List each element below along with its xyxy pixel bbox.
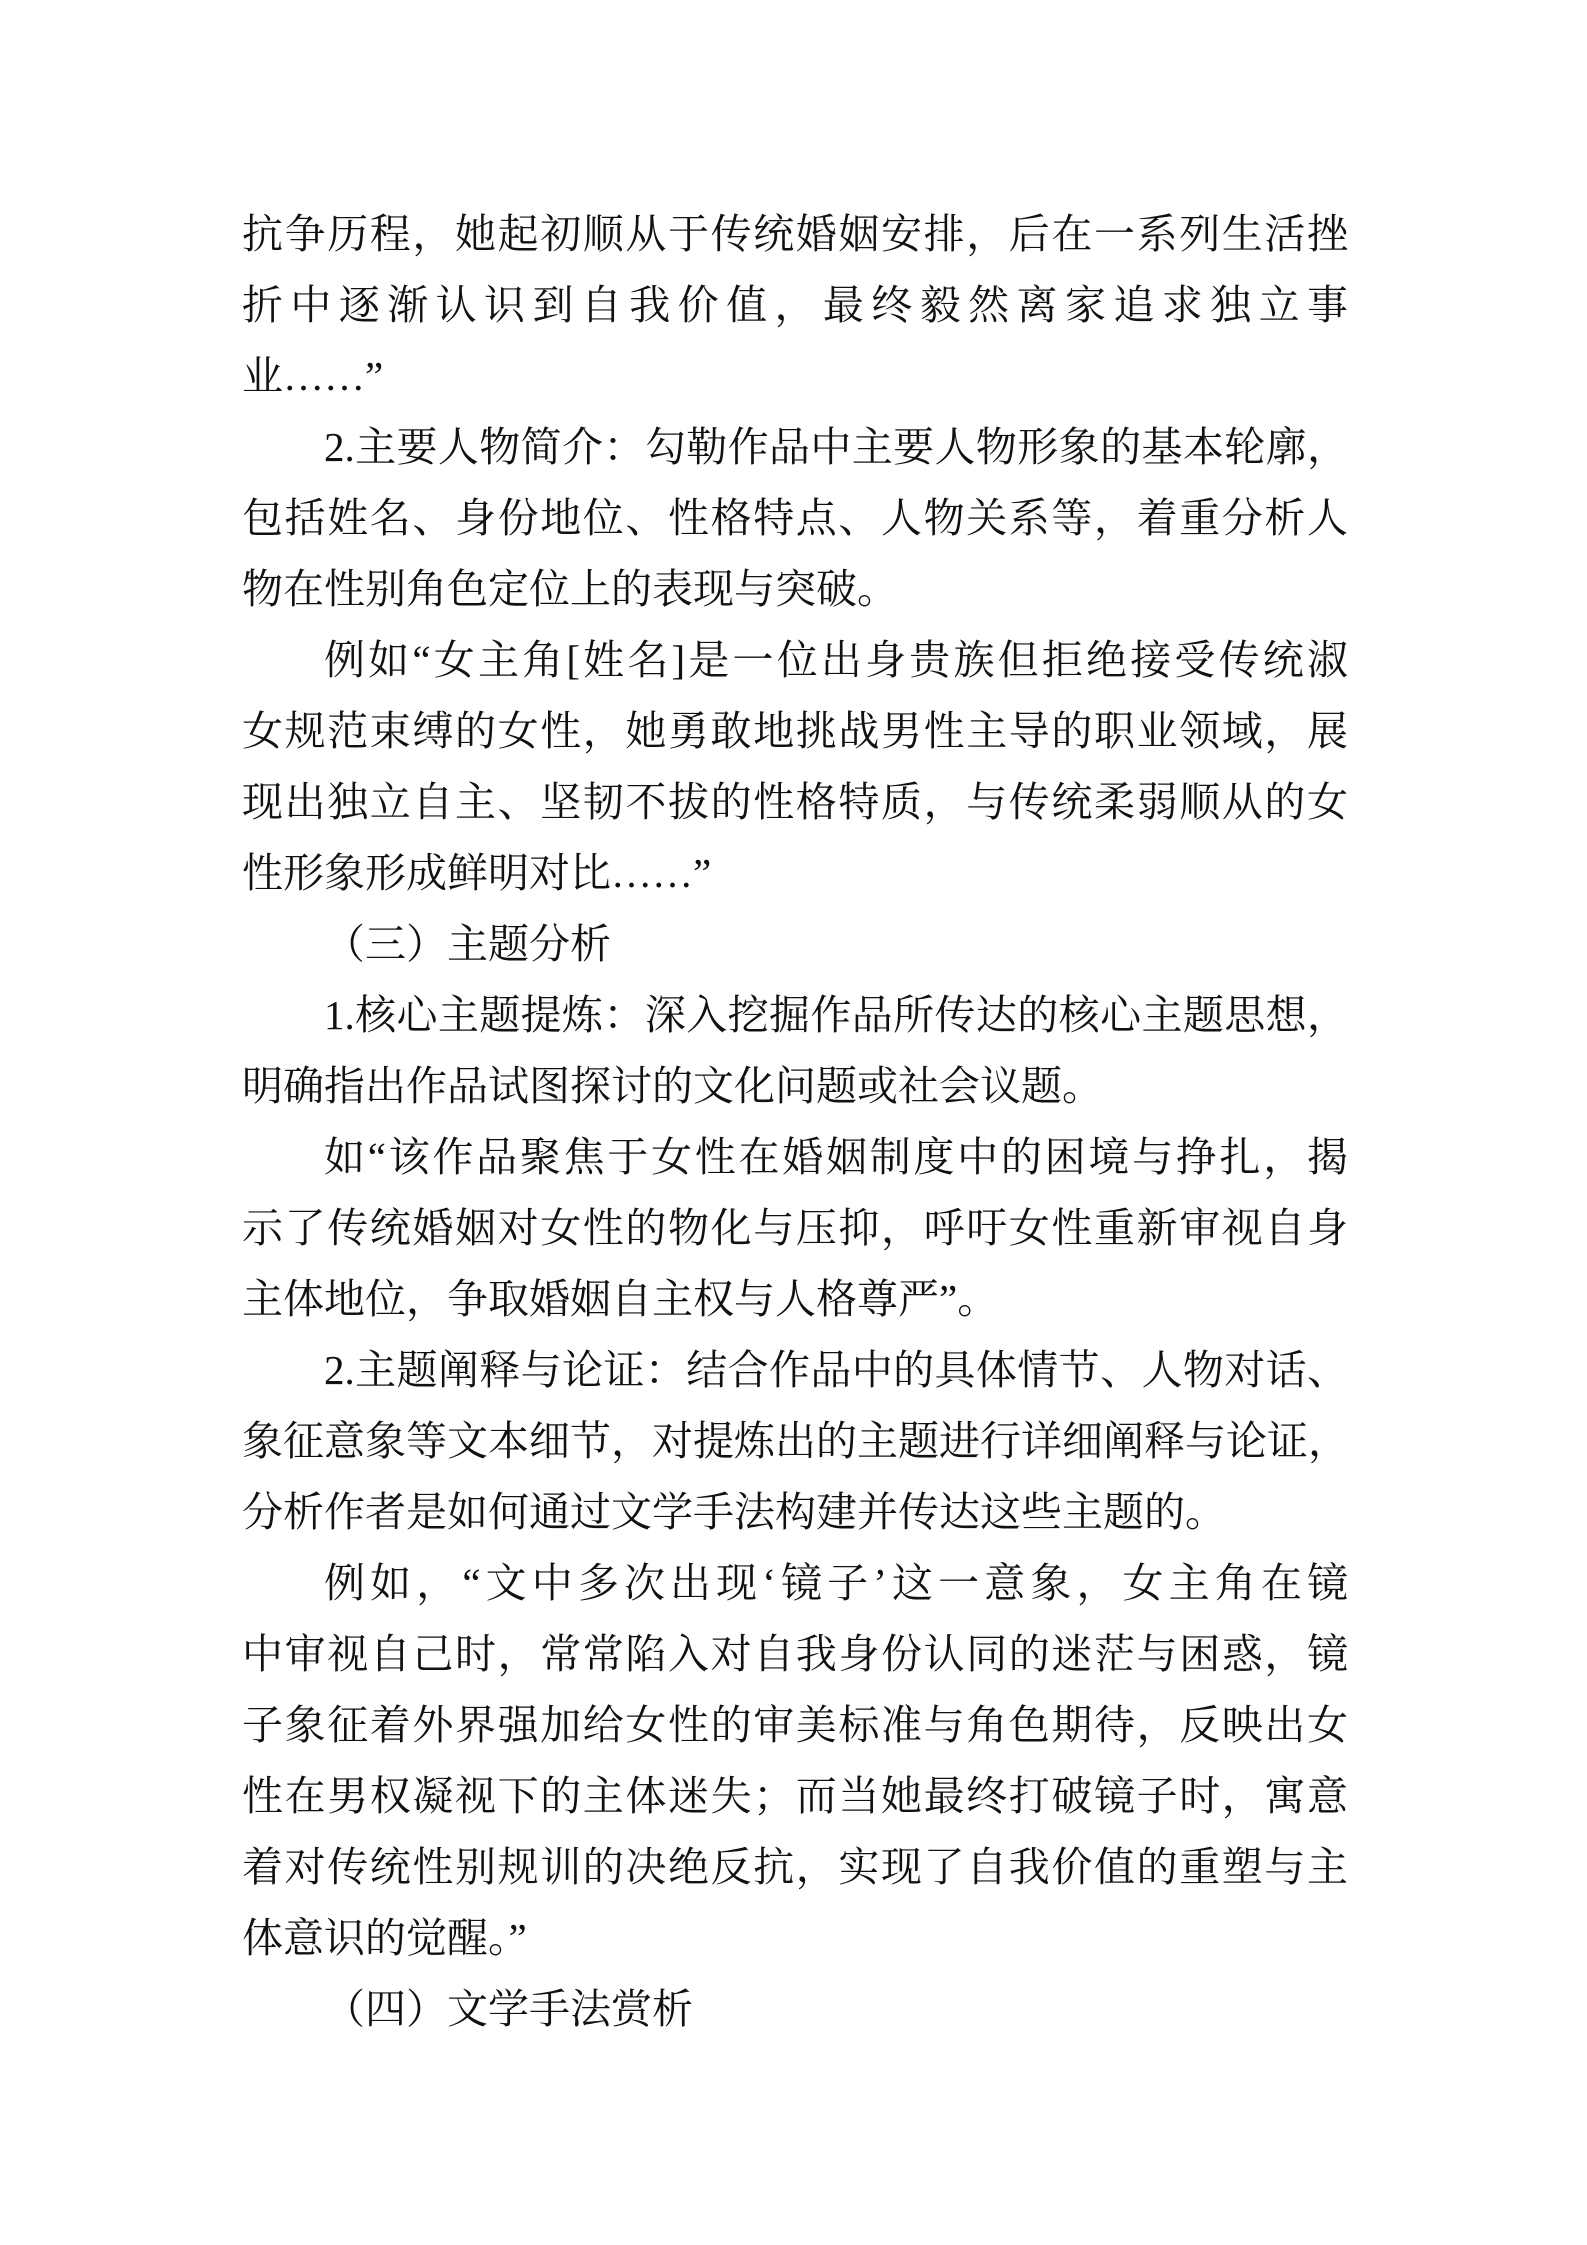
text-line: 体意识的觉醒。” (242, 1915, 527, 1961)
text-line: 明确指出作品试图探讨的文化问题或社会议题。 (242, 1063, 1103, 1109)
text-line: 物在性别角色定位上的表现与突破。 (242, 566, 898, 612)
text-line: 例如，“文中多次出现‘镜子’这一意象，女主角在镜 (324, 1560, 1348, 1606)
text-line: 示了传统婚姻对女性的物化与压抑，呼吁女性重新审视自身 (242, 1205, 1348, 1251)
text-line: 主体地位，争取婚姻自主权与人格尊严”。 (242, 1276, 999, 1322)
text-line: 女规范束缚的女性，她勇敢地挑战男性主导的职业领域，展 (242, 708, 1348, 754)
text-line: 2.主题阐释与论证：结合作品中的具体情节、人物对话、 (324, 1347, 1348, 1393)
section-heading-4: （四）文学手法赏析 (324, 1986, 693, 2032)
section-heading-3: （三）主题分析 (324, 921, 611, 967)
text-line: 1.核心主题提炼：深入挖掘作品所传达的核心主题思想， (324, 992, 1348, 1038)
text-line: 中审视自己时，常常陷入对自我身份认同的迷茫与困惑，镜 (242, 1631, 1348, 1677)
text-line: 着对传统性别规训的决绝反抗，实现了自我价值的重塑与主 (242, 1844, 1348, 1890)
text-line: 性在男权凝视下的主体迷失；而当她最终打破镜子时，寓意 (242, 1773, 1348, 1819)
text-line: 分析作者是如何通过文学手法构建并传达这些主题的。 (242, 1489, 1226, 1535)
text-line: 如“该作品聚焦于女性在婚姻制度中的困境与挣扎，揭 (324, 1134, 1348, 1180)
text-line: 象征意象等文本细节，对提炼出的主题进行详细阐释与论证， (242, 1418, 1349, 1464)
text-line: 包括姓名、身份地位、性格特点、人物关系等，着重分析人 (242, 495, 1348, 541)
text-line: 2.主要人物简介：勾勒作品中主要人物形象的基本轮廓， (324, 424, 1348, 470)
document-body (242, 199, 1348, 2045)
text-line: 性形象形成鲜明对比……” (242, 850, 712, 896)
text-line: 业……” (242, 353, 384, 399)
text-line: 折中逐渐认识到自我价值，最终毅然离家追求独立事 (242, 282, 1348, 328)
text-line: 抗争历程，她起初顺从于传统婚姻安排，后在一系列生活挫 (242, 211, 1348, 257)
text-line: 现出独立自主、坚韧不拔的性格特质，与传统柔弱顺从的女 (242, 779, 1348, 825)
text-line: 子象征着外界强加给女性的审美标准与角色期待，反映出女 (242, 1702, 1348, 1748)
text-line: 例如“女主角[姓名]是一位出身贵族但拒绝接受传统淑 (324, 637, 1348, 683)
